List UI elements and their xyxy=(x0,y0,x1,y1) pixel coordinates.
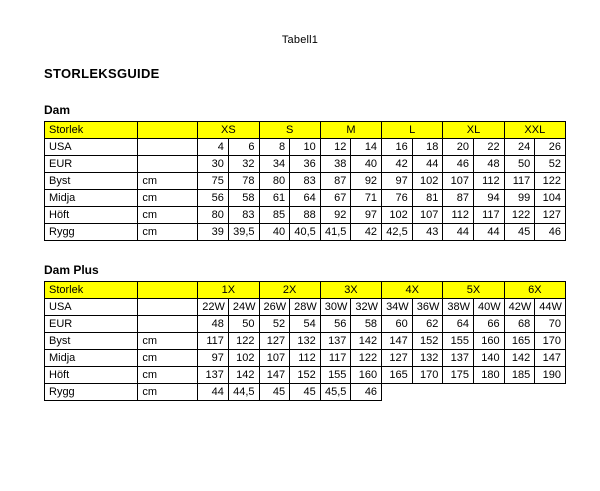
cell: 97 xyxy=(198,350,229,367)
size-table-dam xyxy=(44,121,566,241)
cell: 12 xyxy=(320,139,351,156)
cell: 102 xyxy=(228,350,259,367)
cell: 147 xyxy=(382,333,413,350)
cell: 50 xyxy=(504,156,535,173)
header-group-xl: XL xyxy=(443,122,504,139)
row-unit: cm xyxy=(138,224,198,241)
section-label-dam: Dam xyxy=(44,103,71,117)
cell: 39,5 xyxy=(228,224,259,241)
row-unit: cm xyxy=(138,384,198,401)
cell: 42 xyxy=(351,224,382,241)
cell: 44W xyxy=(535,299,566,316)
cell: 127 xyxy=(259,333,290,350)
cell: 64 xyxy=(290,190,321,207)
cell: 42W xyxy=(504,299,535,316)
cell: 160 xyxy=(473,333,504,350)
cell: 52 xyxy=(535,156,566,173)
table-row xyxy=(45,367,566,384)
cell: 94 xyxy=(473,190,504,207)
cell: 22W xyxy=(198,299,229,316)
cell: 175 xyxy=(443,367,474,384)
header-group-m: M xyxy=(320,122,381,139)
cell: 61 xyxy=(259,190,290,207)
cell: 142 xyxy=(351,333,382,350)
cell: 56 xyxy=(320,316,351,333)
cell-empty xyxy=(443,384,474,401)
cell: 102 xyxy=(412,173,443,190)
cell: 18 xyxy=(412,139,443,156)
header-group-3x: 3X xyxy=(320,282,381,299)
cell: 160 xyxy=(351,367,382,384)
cell: 67 xyxy=(320,190,351,207)
cell: 4 xyxy=(198,139,229,156)
cell: 99 xyxy=(504,190,535,207)
cell: 44,5 xyxy=(228,384,259,401)
cell: 102 xyxy=(382,207,413,224)
cell: 155 xyxy=(320,367,351,384)
table-wrap-dam-plus xyxy=(0,281,600,401)
cell: 50 xyxy=(228,316,259,333)
header-group-s: S xyxy=(259,122,320,139)
cell: 112 xyxy=(473,173,504,190)
cell: 112 xyxy=(443,207,474,224)
cell: 44 xyxy=(443,224,474,241)
cell: 24 xyxy=(504,139,535,156)
table-row xyxy=(45,139,566,156)
header-cell-unit xyxy=(138,122,198,139)
cell: 66 xyxy=(473,316,504,333)
row-unit: cm xyxy=(138,350,198,367)
cell: 92 xyxy=(320,207,351,224)
cell: 44 xyxy=(198,384,229,401)
row-unit xyxy=(138,299,198,316)
cell: 38W xyxy=(443,299,474,316)
cell: 137 xyxy=(443,350,474,367)
cell: 45 xyxy=(259,384,290,401)
table-row xyxy=(45,333,566,350)
cell: 8 xyxy=(259,139,290,156)
cell-empty xyxy=(535,384,566,401)
header-group-xs: XS xyxy=(198,122,259,139)
cell: 41,5 xyxy=(320,224,351,241)
cell: 112 xyxy=(290,350,321,367)
cell: 122 xyxy=(535,173,566,190)
cell: 142 xyxy=(228,367,259,384)
cell: 26 xyxy=(535,139,566,156)
cell: 34W xyxy=(382,299,413,316)
cell: 26W xyxy=(259,299,290,316)
row-unit: cm xyxy=(138,333,198,350)
row-unit xyxy=(138,316,198,333)
cell: 42,5 xyxy=(382,224,413,241)
cell: 170 xyxy=(412,367,443,384)
cell: 87 xyxy=(443,190,474,207)
cell: 62 xyxy=(412,316,443,333)
row-label: Byst xyxy=(45,173,138,190)
cell: 16 xyxy=(382,139,413,156)
cell: 24W xyxy=(228,299,259,316)
cell: 97 xyxy=(382,173,413,190)
table-group-header-row xyxy=(45,122,566,139)
cell: 185 xyxy=(504,367,535,384)
cell: 80 xyxy=(198,207,229,224)
cell: 137 xyxy=(198,367,229,384)
cell: 36W xyxy=(412,299,443,316)
cell: 68 xyxy=(504,316,535,333)
cell: 44 xyxy=(473,224,504,241)
table-row xyxy=(45,299,566,316)
cell: 170 xyxy=(535,333,566,350)
header-group-5x: 5X xyxy=(443,282,504,299)
row-label: Midja xyxy=(45,190,138,207)
cell: 85 xyxy=(259,207,290,224)
cell: 10 xyxy=(290,139,321,156)
table-wrap-dam xyxy=(0,121,600,241)
row-unit xyxy=(138,139,198,156)
row-unit xyxy=(138,156,198,173)
cell: 107 xyxy=(412,207,443,224)
cell: 32 xyxy=(228,156,259,173)
row-unit: cm xyxy=(138,190,198,207)
cell: 58 xyxy=(351,316,382,333)
cell: 97 xyxy=(351,207,382,224)
cell: 45,5 xyxy=(320,384,351,401)
cell: 48 xyxy=(473,156,504,173)
size-table-dam-plus xyxy=(44,281,566,401)
page-title: STORLEKSGUIDE xyxy=(44,66,160,81)
cell: 117 xyxy=(320,350,351,367)
cell: 137 xyxy=(320,333,351,350)
cell: 107 xyxy=(259,350,290,367)
cell: 140 xyxy=(473,350,504,367)
cell: 83 xyxy=(228,207,259,224)
cell: 80 xyxy=(259,173,290,190)
table-row xyxy=(45,224,566,241)
cell-empty xyxy=(473,384,504,401)
table-row xyxy=(45,156,566,173)
cell-empty xyxy=(382,384,413,401)
cell: 46 xyxy=(535,224,566,241)
row-unit: cm xyxy=(138,173,198,190)
cell: 20 xyxy=(443,139,474,156)
cell: 40 xyxy=(259,224,290,241)
cell: 38 xyxy=(320,156,351,173)
row-label: Höft xyxy=(45,207,138,224)
row-label: EUR xyxy=(45,156,138,173)
cell: 22 xyxy=(473,139,504,156)
cell: 122 xyxy=(504,207,535,224)
cell: 36 xyxy=(290,156,321,173)
cell: 28W xyxy=(290,299,321,316)
cell: 92 xyxy=(351,173,382,190)
header-cell-storlek: Storlek xyxy=(45,122,138,139)
cell: 83 xyxy=(290,173,321,190)
table-group-header-row xyxy=(45,282,566,299)
sheet-tab-title: Tabell1 xyxy=(281,34,319,46)
table-row xyxy=(45,384,566,401)
cell: 117 xyxy=(504,173,535,190)
cell: 87 xyxy=(320,173,351,190)
cell: 39 xyxy=(198,224,229,241)
cell: 165 xyxy=(504,333,535,350)
cell: 32W xyxy=(351,299,382,316)
cell: 48 xyxy=(198,316,229,333)
cell: 127 xyxy=(382,350,413,367)
cell-empty xyxy=(504,384,535,401)
cell: 6 xyxy=(228,139,259,156)
table-row xyxy=(45,173,566,190)
cell: 117 xyxy=(473,207,504,224)
cell: 34 xyxy=(259,156,290,173)
header-group-l: L xyxy=(382,122,443,139)
cell: 165 xyxy=(382,367,413,384)
cell: 78 xyxy=(228,173,259,190)
cell: 155 xyxy=(443,333,474,350)
table-row xyxy=(45,316,566,333)
cell: 64 xyxy=(443,316,474,333)
cell: 127 xyxy=(535,207,566,224)
cell: 147 xyxy=(259,367,290,384)
cell: 58 xyxy=(228,190,259,207)
cell: 122 xyxy=(351,350,382,367)
cell: 117 xyxy=(198,333,229,350)
cell: 132 xyxy=(290,333,321,350)
cell: 45 xyxy=(504,224,535,241)
cell: 43 xyxy=(412,224,443,241)
cell: 81 xyxy=(412,190,443,207)
cell: 60 xyxy=(382,316,413,333)
header-group-2x: 2X xyxy=(259,282,320,299)
cell: 70 xyxy=(535,316,566,333)
cell: 46 xyxy=(443,156,474,173)
row-label: Rygg xyxy=(45,384,138,401)
header-group-1x: 1X xyxy=(198,282,259,299)
row-label: USA xyxy=(45,299,138,316)
row-label: Midja xyxy=(45,350,138,367)
header-group-6x: 6X xyxy=(504,282,565,299)
cell: 45 xyxy=(290,384,321,401)
cell: 190 xyxy=(535,367,566,384)
cell: 30 xyxy=(198,156,229,173)
cell: 152 xyxy=(412,333,443,350)
cell: 56 xyxy=(198,190,229,207)
cell: 44 xyxy=(412,156,443,173)
cell: 122 xyxy=(228,333,259,350)
cell: 75 xyxy=(198,173,229,190)
cell: 14 xyxy=(351,139,382,156)
cell-empty xyxy=(412,384,443,401)
table-row xyxy=(45,190,566,207)
cell: 42 xyxy=(382,156,413,173)
header-group-4x: 4X xyxy=(382,282,443,299)
header-group-xxl: XXL xyxy=(504,122,565,139)
row-unit: cm xyxy=(138,367,198,384)
cell: 147 xyxy=(535,350,566,367)
row-label: Rygg xyxy=(45,224,138,241)
row-label: Byst xyxy=(45,333,138,350)
cell: 107 xyxy=(443,173,474,190)
cell: 132 xyxy=(412,350,443,367)
row-label: USA xyxy=(45,139,138,156)
cell: 71 xyxy=(351,190,382,207)
header-cell-storlek: Storlek xyxy=(45,282,138,299)
cell: 52 xyxy=(259,316,290,333)
table-row xyxy=(45,350,566,367)
cell: 76 xyxy=(382,190,413,207)
cell: 40,5 xyxy=(290,224,321,241)
cell: 104 xyxy=(535,190,566,207)
row-label: Höft xyxy=(45,367,138,384)
cell: 30W xyxy=(320,299,351,316)
cell: 152 xyxy=(290,367,321,384)
cell: 40W xyxy=(473,299,504,316)
cell: 54 xyxy=(290,316,321,333)
cell: 40 xyxy=(351,156,382,173)
cell: 180 xyxy=(473,367,504,384)
cell: 46 xyxy=(351,384,382,401)
cell: 88 xyxy=(290,207,321,224)
header-cell-unit xyxy=(138,282,198,299)
row-label: EUR xyxy=(45,316,138,333)
row-unit: cm xyxy=(138,207,198,224)
section-label-dam-plus: Dam Plus xyxy=(44,263,99,277)
table-row xyxy=(45,207,566,224)
cell: 142 xyxy=(504,350,535,367)
